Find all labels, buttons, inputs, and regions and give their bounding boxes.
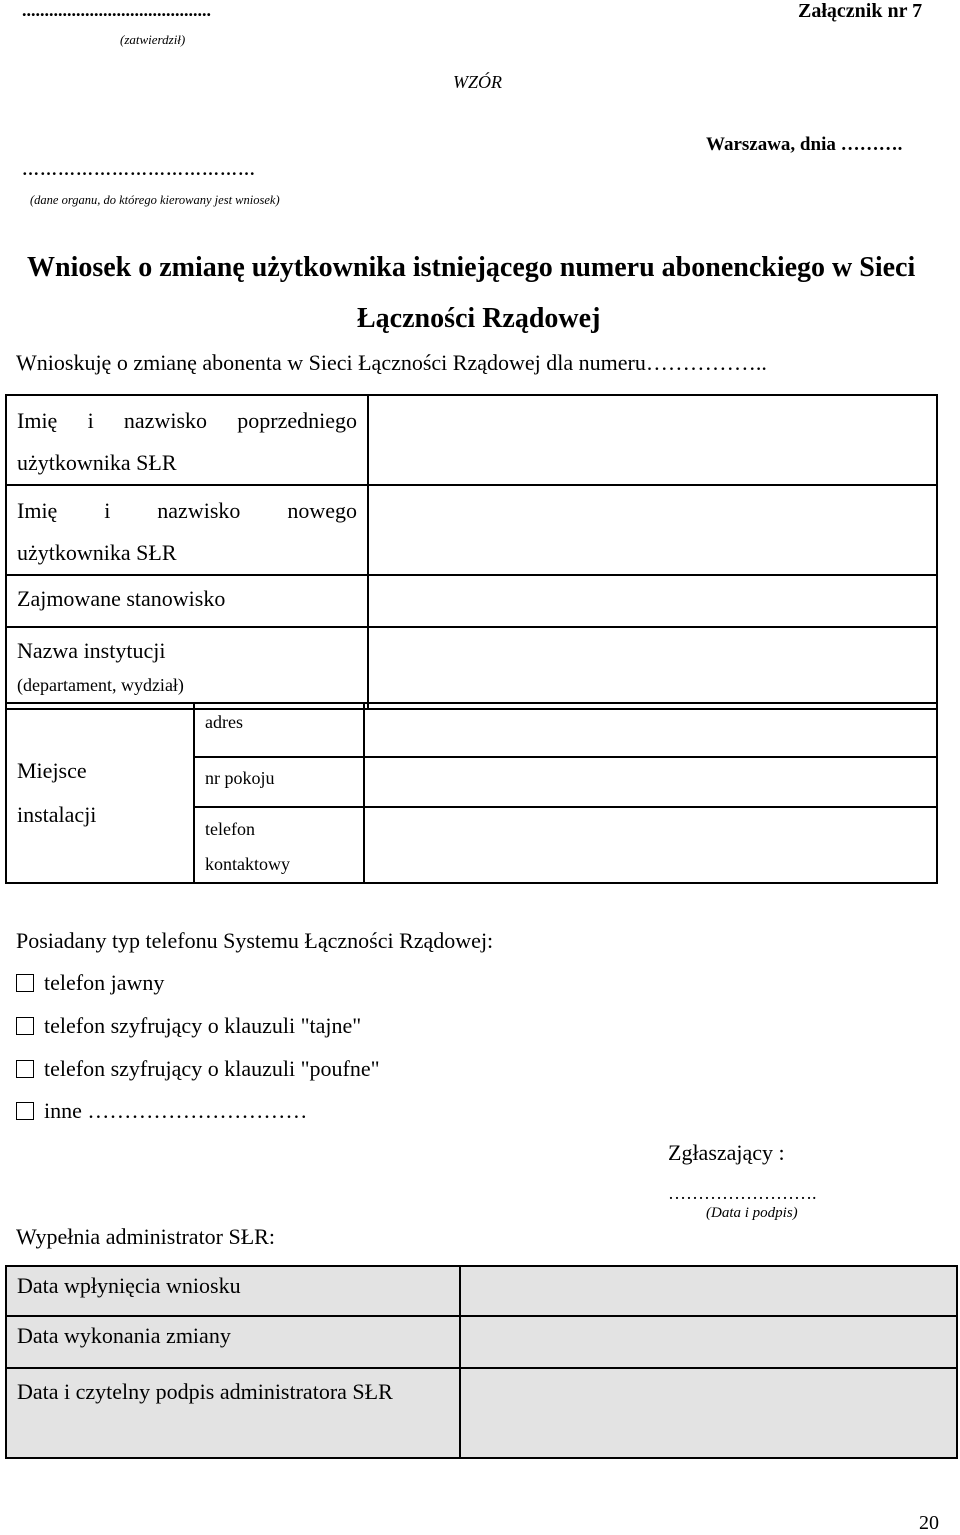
approver-label: (zatwierdził) bbox=[120, 32, 186, 47]
page-number: 20 bbox=[919, 1512, 939, 1534]
new-user-label: Imię i nazwisko nowego użytkownika SŁR bbox=[6, 485, 368, 575]
room-field[interactable] bbox=[364, 757, 937, 807]
form-title-line2: Łączności Rządowej bbox=[357, 303, 601, 334]
option-confidential-phone[interactable]: telefon szyfrujący o klauzuli "poufne" bbox=[16, 1056, 380, 1082]
user-data-table bbox=[5, 394, 938, 710]
prev-user-field[interactable] bbox=[368, 395, 937, 485]
install-place-label: Miejsce instalacji bbox=[6, 703, 194, 883]
address-field[interactable] bbox=[364, 703, 937, 757]
prev-user-label: Imię i nazwisko poprzedniego użytkownika SŁR bbox=[6, 395, 368, 485]
option-other-phone[interactable]: inne ………………………… bbox=[16, 1098, 307, 1124]
applicant-signature-dots: ……………………. bbox=[668, 1183, 817, 1203]
installation-table bbox=[5, 702, 938, 884]
address-label: adres bbox=[194, 703, 364, 757]
institution-label: Nazwa instytucji (departament, wydział) bbox=[6, 627, 368, 709]
option-open-phone[interactable]: telefon jawny bbox=[16, 970, 164, 996]
date-line: Warszawa, dnia ………. bbox=[706, 134, 903, 155]
institution-field[interactable] bbox=[368, 627, 937, 709]
admin-row-label: Data wpłynięcia wniosku bbox=[6, 1266, 460, 1316]
phone-label: telefon kontaktowy bbox=[194, 807, 364, 883]
checkbox-icon[interactable] bbox=[16, 974, 34, 992]
applicant-signature-label: (Data i podpis) bbox=[706, 1205, 798, 1221]
admin-heading: Wypełnia administrator SŁR: bbox=[16, 1224, 275, 1249]
checkbox-icon[interactable] bbox=[16, 1017, 34, 1035]
phone-type-question: Posiadany typ telefonu Systemu Łączności Rządowej: bbox=[16, 928, 494, 953]
approver-dots: .......................................... bbox=[22, 0, 211, 20]
admin-received-date-field[interactable] bbox=[460, 1266, 957, 1316]
new-user-field[interactable] bbox=[368, 485, 937, 575]
position-label: Zajmowane stanowisko bbox=[6, 575, 368, 627]
organ-dots: ………………………………… bbox=[22, 160, 256, 179]
room-label: nr pokoju bbox=[194, 757, 364, 807]
applicant-label: Zgłaszający : bbox=[668, 1140, 785, 1165]
request-line: Wnioskuję o zmianę abonenta w Sieci Łączności Rządowej dla numeru…………….. bbox=[16, 350, 767, 375]
admin-change-date-field[interactable] bbox=[460, 1316, 957, 1368]
form-title-line1: Wniosek o zmianę użytkownika istniejącego numeru abonenckiego w Sieci bbox=[27, 252, 916, 283]
template-label: WZÓR bbox=[453, 72, 502, 92]
phone-field[interactable] bbox=[364, 807, 937, 883]
admin-row-label: Data i czytelny podpis administratora SŁR bbox=[6, 1368, 460, 1458]
position-field[interactable] bbox=[368, 575, 937, 627]
organ-label: (dane organu, do którego kierowany jest wniosek) bbox=[30, 193, 280, 207]
option-secret-phone[interactable]: telefon szyfrujący o klauzuli "tajne" bbox=[16, 1013, 361, 1039]
admin-table bbox=[5, 1265, 958, 1459]
checkbox-icon[interactable] bbox=[16, 1060, 34, 1078]
checkbox-icon[interactable] bbox=[16, 1102, 34, 1120]
admin-signature-field[interactable] bbox=[460, 1368, 957, 1458]
attachment-number: Załącznik nr 7 bbox=[798, 0, 923, 22]
admin-row-label: Data wykonania zmiany bbox=[6, 1316, 460, 1368]
